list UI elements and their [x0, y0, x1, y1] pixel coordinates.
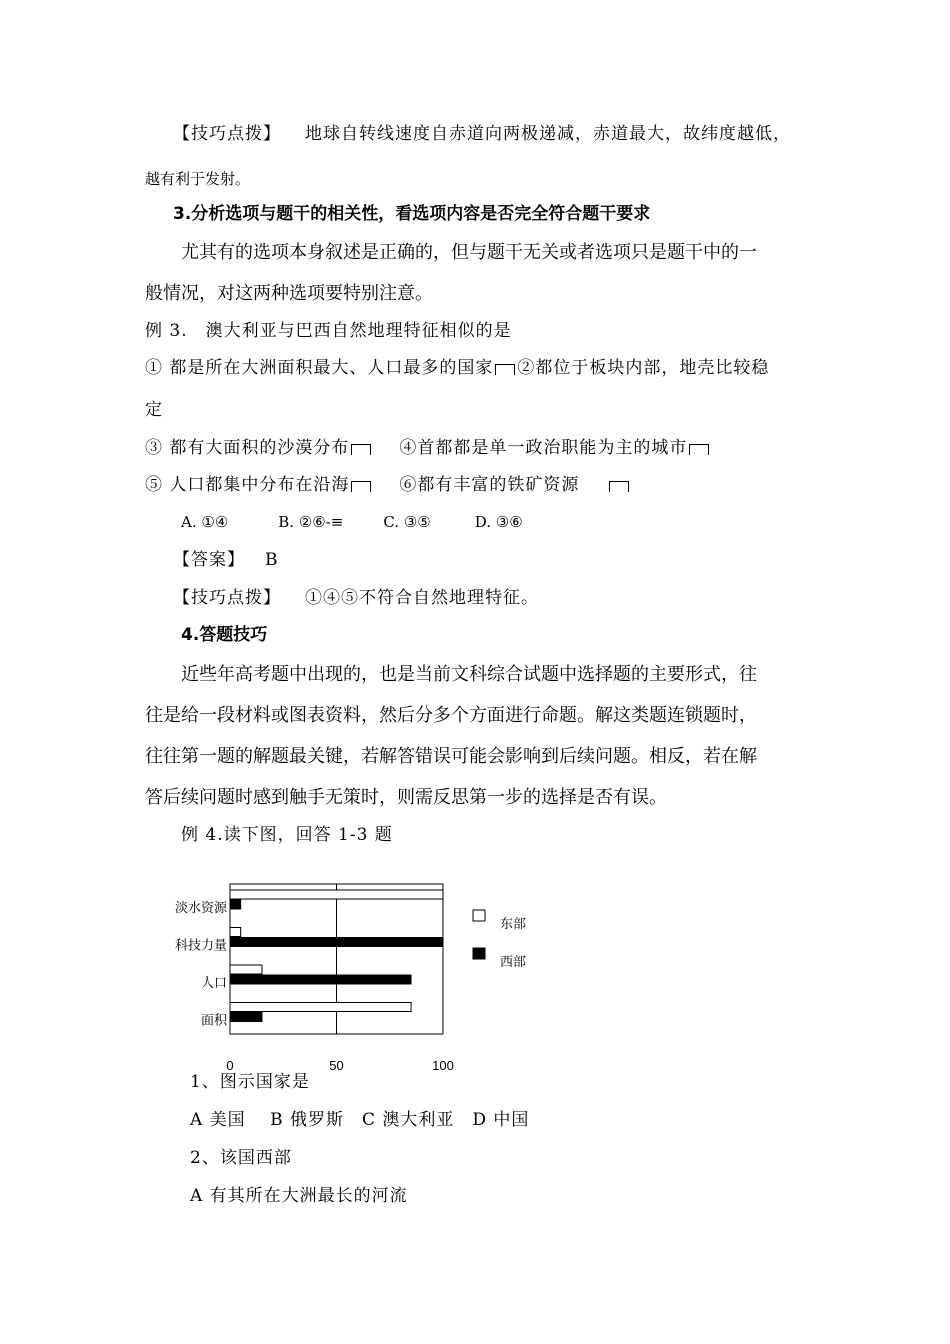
answer-blank: [609, 481, 629, 492]
category-label: 科技力量: [174, 938, 227, 954]
example-3-item-row3: [145, 475, 631, 495]
category-label: 面积: [200, 1013, 227, 1029]
bar-西部-淡水资源: [230, 900, 241, 909]
paragraph-4-line1: 近些年高考题中出现的，也是当前文科综合试题中选择题的主要形式，往: [181, 664, 757, 685]
item-1: ① 都是所在大洲面积最大、人口最多的国家: [145, 358, 494, 378]
item-3: ③ 都有大面积的沙漠分布: [145, 438, 350, 458]
answer-label: 【答案】: [173, 550, 245, 570]
example-4-intro: 例 4.读下图，回答 1-3 题: [181, 825, 393, 845]
tip-text: ①④⑤不符合自然地理特征。: [305, 588, 539, 608]
x-tick-label: 100: [432, 1058, 454, 1073]
question-1-options: A 美国 B 俄罗斯 C 澳大利亚 D 中国: [190, 1110, 530, 1130]
bar-西部-科技力量: [230, 938, 443, 947]
question-2-option-a: A 有其所在大洲最长的河流: [190, 1186, 408, 1206]
section-heading-4: 4.答题技巧: [181, 625, 268, 645]
bar-东部-人口: [230, 965, 262, 974]
option-a: A. ①④: [181, 513, 229, 531]
paragraph-4-line2: 往是给一段材料或图表资料，然后分多个方面进行命题。解这类题连锁题时，: [145, 705, 757, 726]
example-3-question: 例 3. 澳大利亚与巴西自然地理特征相似的是: [145, 321, 512, 341]
bar-西部-人口: [230, 975, 411, 984]
question-2: 2、该国西部: [190, 1148, 292, 1168]
category-label: 人口: [200, 976, 227, 991]
legend-label: 西部: [500, 955, 527, 970]
item-5: ⑤ 人口都集中分布在沿海: [145, 475, 350, 495]
bar-东部-淡水资源: [230, 890, 443, 899]
paragraph-4-line3: 往往第一题的解题最关键，若解答错误可能会影响到后续问题。相反，若在解: [145, 746, 757, 767]
item-6: ⑥都有丰富的铁矿资源: [399, 475, 580, 495]
bar-东部-科技力量: [230, 928, 241, 937]
question-1: 1、图示国家是: [190, 1072, 310, 1092]
paragraph-3-line2: 般情况，对这两种选项要特别注意。: [145, 283, 433, 304]
tip-label: 【技巧点拨】: [173, 588, 281, 608]
category-label: 淡水资源: [174, 901, 227, 916]
example-3-options: [181, 513, 523, 531]
legend-label: 东部: [500, 917, 527, 932]
answer-blank: [351, 444, 371, 455]
answer-blank: [495, 364, 515, 375]
bar-东部-面积: [230, 1003, 411, 1012]
option-b: B. ②⑥-≡: [278, 513, 344, 531]
option-d: D. ③⑥: [474, 513, 523, 531]
item-4: ④首都都是单一政治职能为主的城市: [399, 438, 688, 458]
legend-swatch-西部: [473, 948, 485, 959]
answer-value: B: [265, 550, 279, 570]
example-3-item-row1: [145, 358, 769, 378]
tip-label: 【技巧点拨】: [173, 124, 281, 144]
x-tick-label: 50: [329, 1058, 344, 1073]
option-c: C. ③⑤: [383, 513, 431, 531]
example-3-tip: [173, 588, 539, 608]
x-tick-label: 0: [226, 1058, 234, 1073]
example-3-answer: [173, 550, 279, 570]
bar-西部-面积: [230, 1013, 262, 1022]
tip-paragraph-line1: [173, 124, 791, 144]
tip-paragraph-line2: 越有利于发射。: [145, 170, 251, 188]
bar-chart: [160, 872, 540, 1082]
item-2: ②都位于板块内部，地壳比较稳: [517, 358, 770, 378]
section-heading-3: 3.分析选项与题干的相关性，看选项内容是否完全符合题干要求: [173, 204, 651, 224]
tip-text: 地球自转线速度自赤道向两极递减，赤道最大，故纬度越低，: [305, 124, 791, 144]
example-3-item-row2: [145, 438, 711, 458]
answer-blank: [689, 444, 709, 455]
answer-blank: [351, 481, 371, 492]
example-3-item-row1-cont: 定: [145, 400, 163, 420]
paragraph-3-line1: 尤其有的选项本身叙述是正确的，但与题干无关或者选项只是题干中的一: [181, 242, 757, 263]
legend-swatch-东部: [473, 910, 485, 921]
paragraph-4-line4: 答后续问题时感到触手无策时，则需反思第一步的选择是否有误。: [145, 787, 667, 808]
